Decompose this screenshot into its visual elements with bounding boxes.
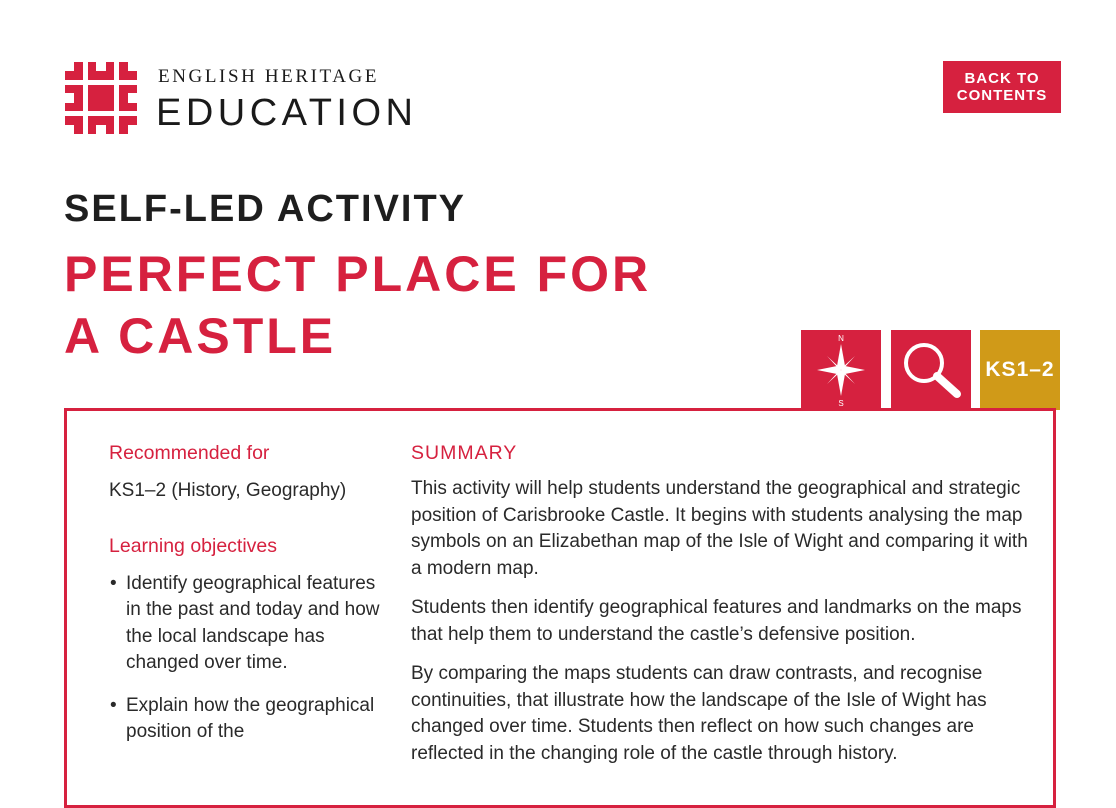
compass-icon bbox=[801, 330, 881, 410]
summary-heading: SUMMARY bbox=[411, 442, 518, 464]
list-item: • Explain how the geographical position of the bbox=[109, 693, 381, 746]
compass-south-label: S bbox=[838, 399, 844, 408]
activity-details bbox=[109, 440, 379, 762]
list-item: • Identify geographical features in the past and today and how the local landscape has changed over time. bbox=[109, 571, 381, 677]
magnifier-icon bbox=[891, 330, 971, 410]
back-to-contents-button[interactable] bbox=[943, 61, 1061, 113]
back-button-label-line1: BACK TO bbox=[964, 70, 1040, 87]
activity-type: SELF-LED ACTIVITY bbox=[64, 188, 467, 230]
compass-badge bbox=[801, 330, 881, 410]
english-heritage-logo bbox=[65, 62, 137, 134]
page-title bbox=[64, 243, 651, 367]
summary-section bbox=[411, 440, 1041, 767]
recommended-heading: Recommended for bbox=[109, 442, 270, 464]
summary-paragraph: By comparing the maps students can draw contrasts, and recognise continuities, that illustrate how the landscape of the Isle of Wight has changed over time. Students then reflect on how such changes are reflected in the changing role of the castle through history. bbox=[411, 663, 987, 764]
summary-paragraph: Students then identify geographical features and landmarks on the maps that help them to understand the castle’s defensive position. bbox=[411, 597, 1022, 645]
summary-paragraph: This activity will help students understand the geographical and strategic position of Carisbrooke Castle. It begins with students analysing the map symbols on an Elizabethan map of the Isle of Wight and comparing it with a modern map. bbox=[411, 478, 1028, 579]
key-stage-badge: KS1–2 bbox=[980, 330, 1060, 410]
brand-name: ENGLISH HERITAGE bbox=[158, 66, 380, 87]
title-line-2: A CASTLE bbox=[64, 308, 337, 364]
compass-north-label: N bbox=[838, 334, 844, 343]
search-badge bbox=[891, 330, 971, 410]
title-line-1: PERFECT PLACE FOR bbox=[64, 246, 652, 302]
recommended-value: KS1–2 (History, Geography) bbox=[109, 480, 347, 501]
back-button-label-line2: CONTENTS bbox=[956, 87, 1048, 104]
objectives-list bbox=[109, 571, 379, 746]
objectives-heading: Learning objectives bbox=[109, 534, 278, 557]
brand-subtitle: EDUCATION bbox=[156, 92, 418, 134]
